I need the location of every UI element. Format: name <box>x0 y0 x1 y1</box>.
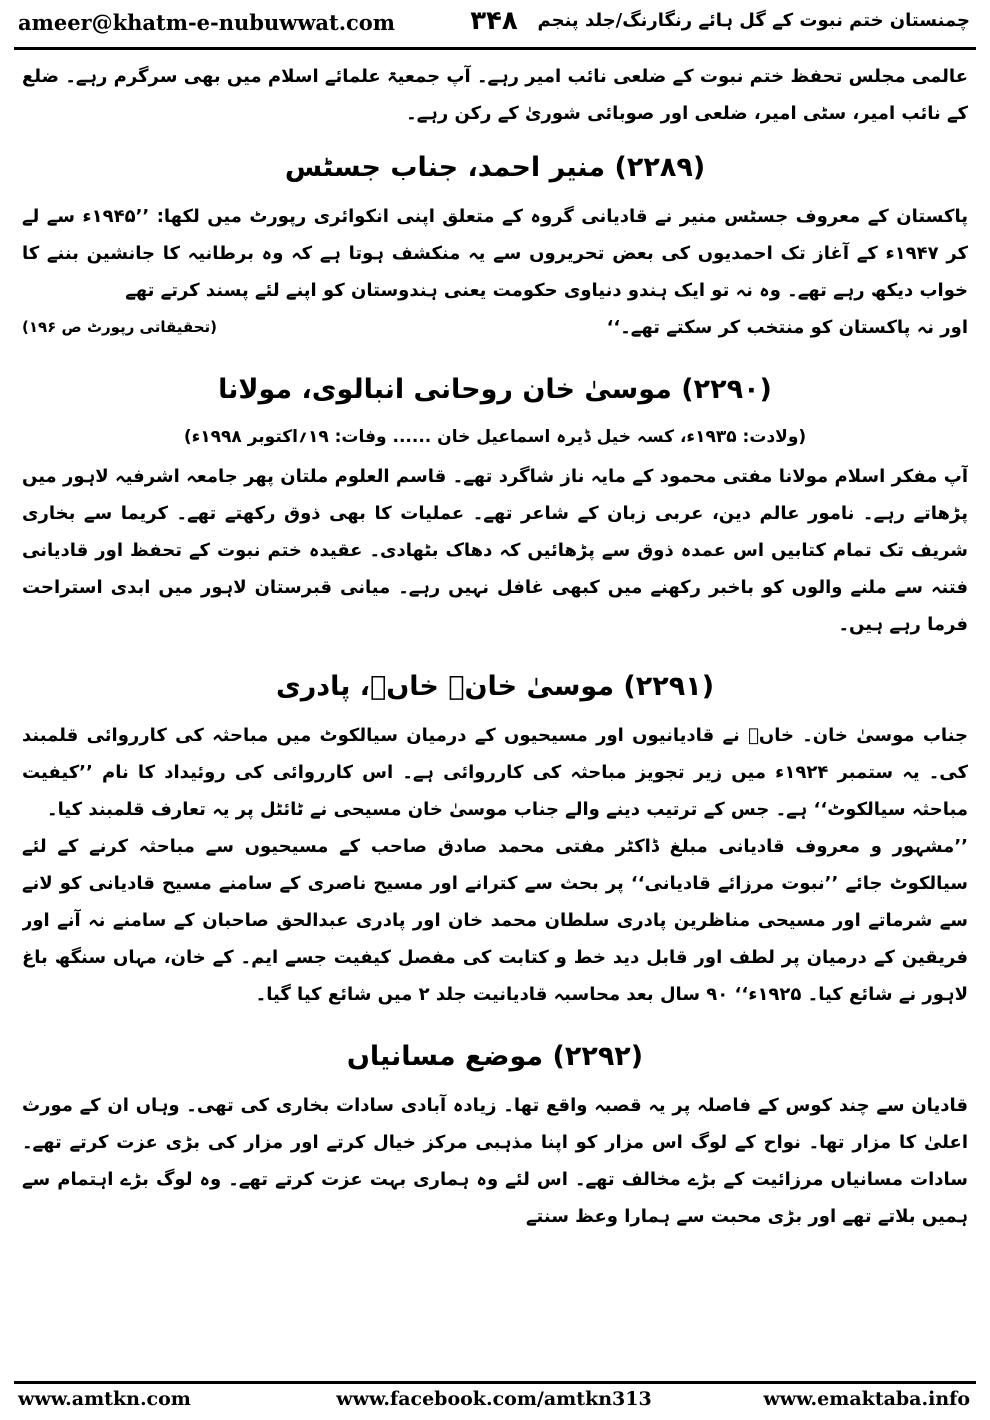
header-rule <box>14 47 976 50</box>
page-header <box>18 4 970 44</box>
section-2291-heading: (۲۲۹۱) موسیٰ خان۔ خاںؔ، پادری <box>275 671 715 702</box>
section-2289-citation: (تحقیقاتی رپورٹ ص ۱۹۶) <box>22 318 218 336</box>
section-2289-heading: (۲۲۸۹) منیر احمد، جناب جسٹس <box>284 152 706 183</box>
page-footer <box>18 1388 970 1416</box>
section-2290-dates: (ولادت: ۱۹۳۵ء، کسہ خیل ڈیرہ اسماعیل خان ...... وفات: ۱۹؍اکتوبر ۱۹۹۸ء) <box>183 427 807 447</box>
footer-link-emaktaba[interactable]: www.emaktaba.info <box>763 1388 970 1410</box>
page-number: ۳۴۸ <box>470 6 518 36</box>
section-2291-paragraph-1: جناب موسیٰ خان۔ خاںؔ نے قادیانیوں اور مسیحیوں کے درمیان سیالکوٹ میں مباحثہ کی کارروائی قلمبند کی۔ یہ ستمبر ۱۹۲۴ء میں زیر تجویز مباحثہ کی کارروائی ہے۔ اس کارروائی کی روئیداد کا نام ’’کیفیت مباحثہ سیالکوٹ‘‘ ہے۔ جس کے ترتیب دینے والے جناب موسیٰ خان مسیحی نے ٹائٹل پر یہ تعارف قلمبند کیا۔ <box>22 725 968 820</box>
page-body <box>22 58 968 1376</box>
book-title: چمنستان ختم نبوت کے گل ہائے رنگارنگ/جلد پنجم <box>537 10 970 31</box>
header-email: ameer@khatm-e-nubuwwat.com <box>18 10 396 35</box>
footer-link-amtkn[interactable]: www.amtkn.com <box>18 1388 191 1410</box>
section-2290-heading: (۲۲۹۰) موسیٰ خان روحانی انبالوی، مولانا <box>218 374 772 405</box>
section-2289-paragraph: پاکستان کے معروف جسٹس منیر نے قادیانی گروہ کے متعلق اپنی انکوائری رپورٹ میں لکھا: ’’۱۹۴۵ء سے لے کر ۱۹۴۷ء کے آغاز تک احمدیوں کی بعض تحریروں سے یہ منکشف ہوتا ہے کہ وہ برطانیہ کا جانشین بننے کا خواب دیکھ رہے تھے۔ وہ نہ تو ایک ہندو دنیاوی حکومت یعنی ہندوستان کو اپنے لئے پسند کرتے تھے <box>22 206 968 301</box>
section-2292-paragraph: قادیان سے چند کوس کے فاصلہ پر یہ قصبہ واقع تھا۔ زیادہ آبادی سادات بخاری کی تھی۔ وہاں ان کے مورث اعلیٰ کا مزار تھا۔ نواح کے لوگ اس مزار کو اپنا مذہبی مرکز خیال کرتے اور مزار کی بڑی عزت کرتے تھے۔ سادات مسانیاں مرزائیت کے بڑے مخالف تھے۔ اس لئے وہ ہماری بہت عزت کرتے تھے۔ وہ لوگ بڑے اہتمام سے ہمیں بلاتے تھے اور بڑی محبت سے ہمارا وعظ سنتے <box>22 1095 968 1227</box>
intro-paragraph: عالمی مجلس تحفظ ختم نبوت کے ضلعی نائب امیر رہے۔ آپ جمعیۃ علمائے اسلام میں بھی سرگرم رہے۔ ضلع کے نائب امیر، سٹی امیر، ضلعی اور صوبائی شوریٰ کے رکن رہے۔ <box>22 66 968 124</box>
footer-rule <box>14 1381 976 1384</box>
section-2289-citation-row <box>22 309 968 346</box>
section-2290-paragraph: آپ مفکر اسلام مولانا مفتی محمود کے مایہ ناز شاگرد تھے۔ قاسم العلوم ملتان پھر جامعہ اشرفیہ لاہور میں پڑھاتے رہے۔ نامور عالم دین، عربی زبان کے شاعر تھے۔ عملیات کا بھی ذوق رکھتے تھے۔ کریما سے بخاری شریف تک تمام کتابیں اس عمدہ ذوق سے پڑھائیں کہ دھاک بٹھادی۔ عقیدہ ختم نبوت کے تحفظ اور قادیانی فتنہ سے ملنے والوں کو باخبر رکھنے میں کبھی غافل نہیں رہے۔ میانی قبرستان لاہور میں ابدی استراحت فرما رہے ہیں۔ <box>22 466 968 635</box>
footer-link-facebook[interactable]: www.facebook.com/amtkn313 <box>336 1388 652 1410</box>
section-2291-paragraph-2: ’’مشہور و معروف قادیانی مبلغ ڈاکٹر مفتی محمد صادق صاحب کے مسیحیوں سے مباحثہ کرنے کے لئے سیالکوٹ جائے ’’نبوت مرزائے قادیانی‘‘ پر بحث سے کترانے اور مسیح ناصری کے سامنے مسیح قادیانی کو لانے سے شرماتے اور مسیحی مناظرین پادری سلطان محمد خان اور پادری عبدالحق صاحبان کے سامنے نہ آنے اور فریقین کے درمیان پر لطف اور قابل دید خط و کتابت کی مفصل کیفیت جسے ایم۔ کے خان، مہاں سنگھ باغ لاہور نے شائع کیا۔ ۱۹۲۵ء‘‘ ۹۰ سال بعد محاسبہ قادیانیت جلد ۲ میں شائع کیا گیا۔ <box>22 836 968 1005</box>
section-2289-last-line: اور نہ پاکستان کو منتخب کر سکتے تھے۔‘‘ <box>606 317 968 338</box>
section-2292-heading: (۲۲۹۲) موضع مسانیاں <box>346 1041 644 1072</box>
